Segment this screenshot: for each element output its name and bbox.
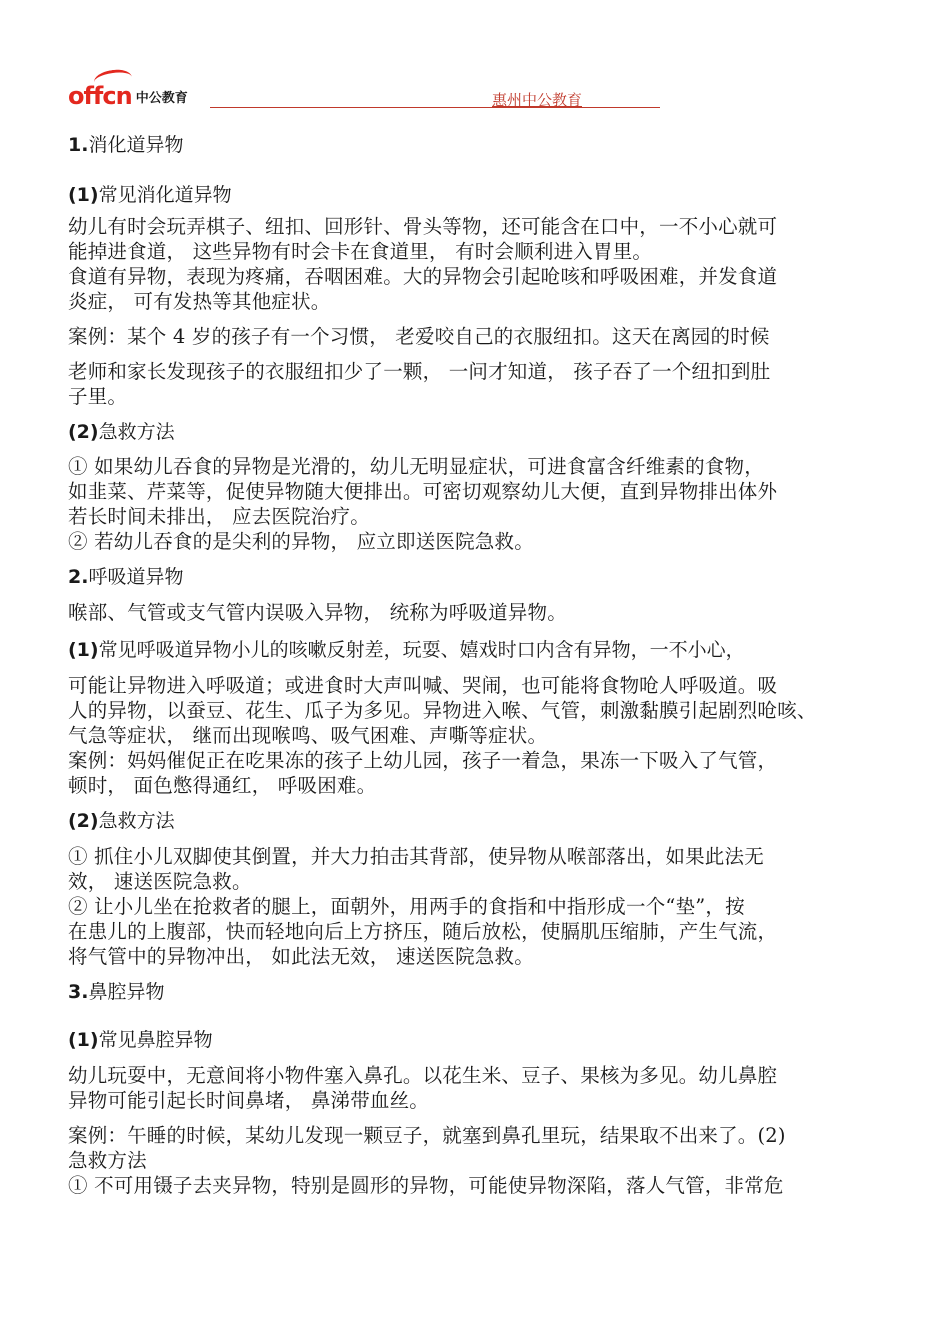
text-line: 顿时， 面色憋得通红， 呼吸困难。 — [68, 774, 377, 797]
section-heading-3 — [68, 979, 910, 1005]
paragraph — [68, 214, 910, 314]
text-line: 人的异物，以蚕豆、花生、瓜子为多见。异物进入喉、气管，刺激黏膜引起剧烈呛咳、 — [68, 699, 817, 722]
text-line: 喉部、气管或支气管内误吸入异物， 统称为呼吸道异物。 — [68, 601, 567, 624]
text-line: ① 不可用镊子去夹异物，特别是圆形的异物，可能使异物深陷，落人气管，非常危 — [68, 1174, 784, 1197]
text-line: 幼儿有时会玩弄棋子、纽扣、回形针、骨头等物，还可能含在口中，一不小心就可 — [68, 215, 778, 238]
text-line: 如韭菜、芹菜等，促使异物随大便排出。可密切观察幼儿大便，直到异物排出体外 — [68, 480, 778, 503]
logo-wordmark: offcn — [68, 82, 132, 110]
text-line: 案例：午睡的时候，某幼儿发现一颗豆子，就塞到鼻孔里玩，结果取不出来了。(2) — [68, 1124, 786, 1147]
heading-number: (1) — [68, 1029, 99, 1051]
text-line: 急救方法 — [68, 1149, 147, 1172]
logo-chinese-name: 中公教育 — [135, 91, 188, 106]
section-heading-2 — [68, 564, 910, 590]
heading-number: (2) — [68, 421, 99, 443]
heading-number: (2) — [68, 810, 99, 832]
text-line: 老师和家长发现孩子的衣服纽扣少了一颗， 一问才知道， 孩子吞了一个纽扣到肚 — [68, 360, 771, 383]
text-line: ② 若幼儿吞食的是尖利的异物， 应立即送医院急救。 — [68, 530, 534, 553]
paragraph — [68, 1063, 910, 1113]
text-line: 案例：妈妈催促正在吃果冻的孩子上幼儿园，孩子一着急，果冻一下吸入了气管， — [68, 749, 778, 772]
text-line: 异物可能引起长时间鼻堵， 鼻涕带血丝。 — [68, 1089, 429, 1112]
text-line: 幼儿玩耍中，无意间将小物件塞入鼻孔。以花生米、豆子、果核为多见。幼儿鼻腔 — [68, 1064, 778, 1087]
offcn-logo — [68, 80, 188, 108]
subheading — [68, 637, 910, 663]
heading-number: 1. — [68, 134, 89, 156]
paragraph — [68, 454, 910, 554]
text-line: 案例：某个 4 岁的孩子有一个习惯， 老爱咬自己的衣服纽扣。这天在离园的时候 — [68, 325, 770, 348]
heading-text: 常见鼻腔异物 — [98, 1029, 213, 1051]
heading-text: 常见呼吸道异物小儿的咳嗽反射差，玩耍、嬉戏时口内含有异物，一不小心， — [98, 639, 745, 661]
subheading — [68, 419, 910, 445]
heading-number: (1) — [68, 184, 99, 206]
document-body — [68, 128, 910, 1198]
text-line: 可能让异物进入呼吸道；或进食时大声叫喊、哭闹，也可能将食物呛人呼吸道。吸 — [68, 674, 778, 697]
text-line: 将气管中的异物冲出， 如此法无效， 速送医院急救。 — [68, 945, 534, 968]
heading-text: 急救方法 — [98, 421, 175, 443]
heading-text: 呼吸道异物 — [88, 566, 184, 588]
text-line: 食道有异物，表现为疼痛，吞咽困难。大的异物会引起呛咳和呼吸困难，并发食道 — [68, 265, 778, 288]
heading-number: 3. — [68, 981, 89, 1003]
paragraph — [68, 844, 910, 969]
heading-number: (1) — [68, 639, 99, 661]
paragraph — [68, 1123, 910, 1198]
text-line: 炎症， 可有发热等其他症状。 — [68, 290, 331, 313]
text-line: 子里。 — [68, 385, 128, 408]
paragraph — [68, 673, 910, 798]
heading-text: 消化道异物 — [88, 134, 184, 156]
text-line: 能掉进食道， 这些异物有时会卡在食道里， 有时会顺利进入胃里。 — [68, 240, 653, 263]
text-line: ① 抓住小儿双脚使其倒置，并大力拍击其背部，使异物从喉部落出，如果此法无 — [68, 845, 764, 868]
site-link[interactable]: 惠州中公教育 — [492, 91, 583, 109]
text-line: 效， 速送医院急救。 — [68, 870, 252, 893]
section-heading-1 — [68, 132, 910, 158]
heading-number: 2. — [68, 566, 89, 588]
text-line: 在患儿的上腹部，快而轻地向后上方挤压，随后放松，使膈肌压缩肺，产生气流， — [68, 920, 778, 943]
subheading — [68, 808, 910, 834]
text-line: ① 如果幼儿吞食的异物是光滑的，幼儿无明显症状，可进食富含纤维素的食物， — [68, 455, 764, 478]
text-line: 气急等症状， 继而出现喉鸣、吸气困难、声嘶等症状。 — [68, 724, 548, 747]
header-rule — [210, 107, 660, 108]
heading-text: 急救方法 — [98, 810, 175, 832]
page-header — [68, 74, 928, 110]
subheading — [68, 182, 910, 208]
paragraph — [68, 324, 910, 349]
text-line: ② 让小儿坐在抢救者的腿上，面朝外，用两手的食指和中指形成一个“垫”，按 — [68, 895, 745, 918]
paragraph — [68, 359, 910, 409]
heading-text: 常见消化道异物 — [98, 184, 232, 206]
subheading — [68, 1027, 910, 1053]
heading-text: 鼻腔异物 — [88, 981, 165, 1003]
text-line: 若长时间未排出， 应去医院治疗。 — [68, 505, 370, 528]
paragraph — [68, 600, 910, 625]
